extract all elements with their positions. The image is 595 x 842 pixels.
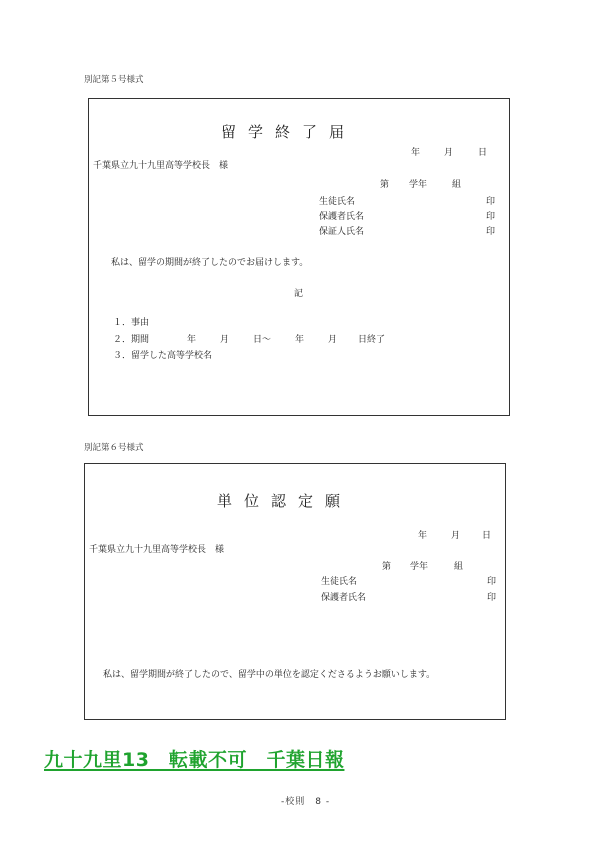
form6-title: 単位認定願 (217, 492, 353, 510)
form6-statement: 私は、留学期間が終了したので、留学中の単位を認定くださるようお願いします。 (103, 670, 436, 680)
form6-seal-student: 印 (487, 577, 497, 587)
form5-period-month1: 月 (220, 335, 230, 345)
form5-class-dai: 第 (380, 180, 390, 190)
form5-period-month2: 月 (328, 335, 338, 345)
form5-statement: 私は、留学の期間が終了したのでお届けします。 (111, 258, 309, 268)
form5-box (88, 98, 510, 416)
form5-date-day: 日 (478, 148, 488, 158)
form6-label: 別記第６号様式 (84, 443, 144, 453)
form6-class-kumi: 組 (454, 562, 464, 572)
form5-date-year: 年 (411, 148, 421, 158)
page-number: -校則 8 - (281, 797, 331, 807)
form6-seal-guardian: 印 (487, 593, 497, 603)
form5-item-school: ３．留学した高等学校名 (113, 351, 213, 361)
form6-field-guardian: 保護者氏名 (321, 593, 367, 603)
form5-item-reason: １．事由 (113, 318, 150, 328)
form6-addressee: 千葉県立九十九里高等学校長 様 (89, 545, 225, 555)
form5-item-period: ２．期間 (113, 335, 150, 345)
form6-date-day: 日 (482, 531, 492, 541)
form5-title: 留学終了届 (221, 123, 357, 141)
form6-field-student: 生徒氏名 (321, 577, 358, 587)
form6-date-year: 年 (418, 531, 428, 541)
form6-box (84, 463, 506, 720)
form5-period-year1: 年 (187, 335, 197, 345)
form5-period-day1: 日〜 (253, 335, 272, 345)
reprint-stamp: 九十九里13 転載不可 千葉日報 (44, 749, 345, 771)
form6-class-dai: 第 (382, 562, 392, 572)
form5-label: 別記第５号様式 (84, 75, 144, 85)
form6-class-gakunen: 学年 (410, 562, 429, 572)
form5-field-student: 生徒氏名 (319, 197, 356, 207)
form5-class-kumi: 組 (452, 180, 462, 190)
form5-ki: 記 (294, 289, 304, 299)
form5-period-day2-end: 日終了 (358, 335, 386, 345)
form5-addressee: 千葉県立九十九里高等学校長 様 (93, 161, 229, 171)
form5-seal-guarantor: 印 (486, 227, 496, 237)
form5-date-month: 月 (444, 148, 454, 158)
form5-seal-student: 印 (486, 197, 496, 207)
form5-field-guarantor: 保証人氏名 (319, 227, 365, 237)
form5-class-gakunen: 学年 (409, 180, 428, 190)
form5-period-year2: 年 (295, 335, 305, 345)
form5-seal-guardian: 印 (486, 212, 496, 222)
form6-date-month: 月 (451, 531, 461, 541)
form5-field-guardian: 保護者氏名 (319, 212, 365, 222)
